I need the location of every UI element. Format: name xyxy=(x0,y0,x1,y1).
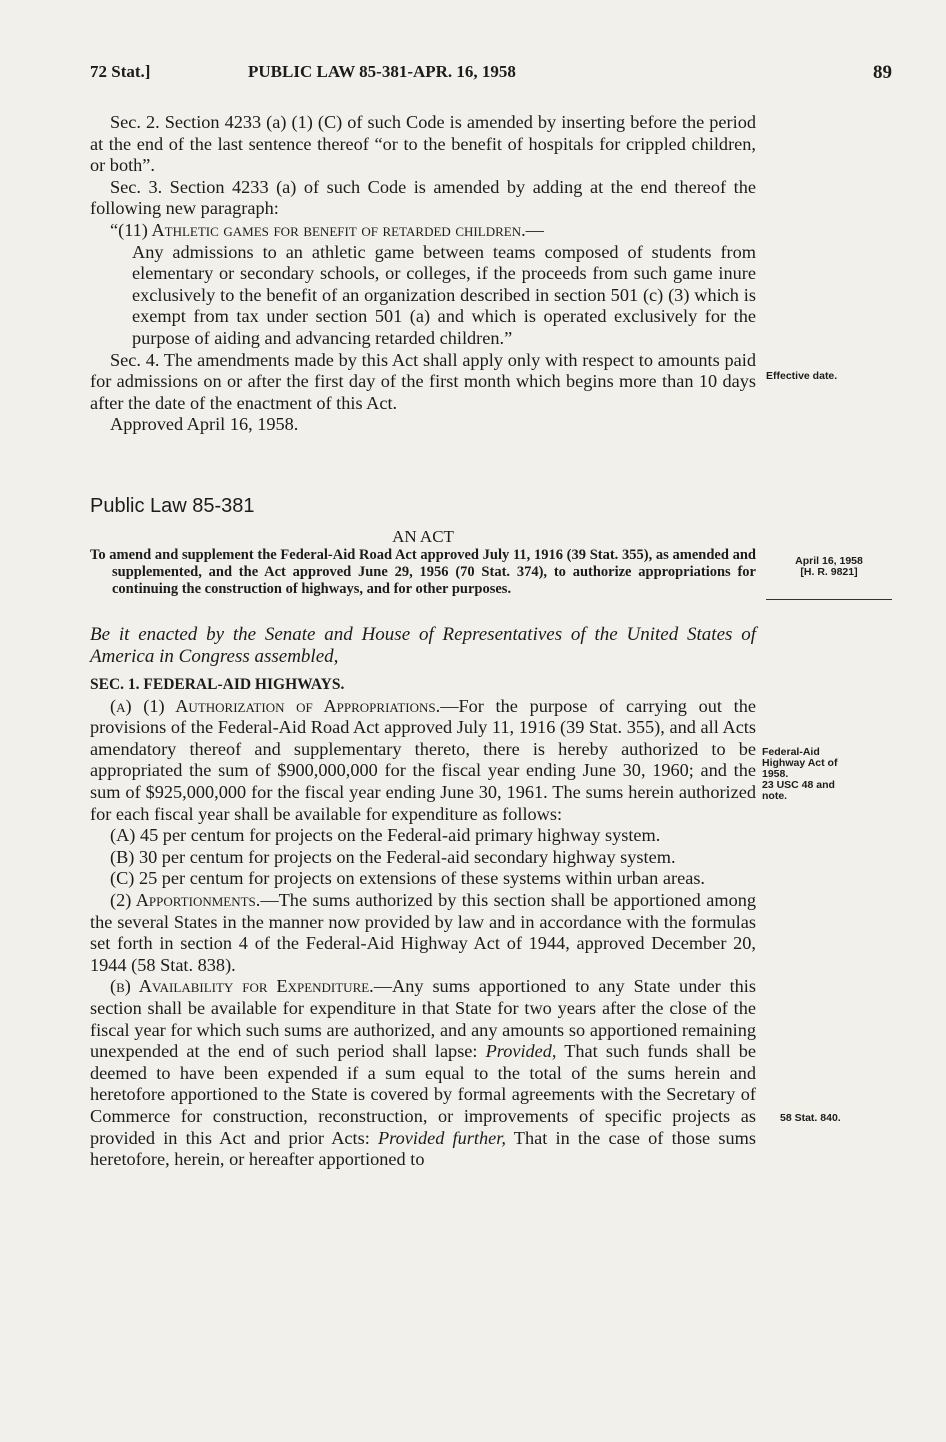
approval-date: Approved April 16, 1958. xyxy=(110,414,299,435)
b-text-3: That in the case of those sums heretofore, herein, or hereafter apportioned to xyxy=(90,1127,756,1170)
margin-note-federal-aid xyxy=(762,747,902,802)
an-act-heading: AN ACT xyxy=(392,526,454,546)
margin-bill-number: [H. R. 9821] xyxy=(800,566,858,578)
margin-rule xyxy=(766,599,892,600)
margin-april-date: April 16, 1958 xyxy=(795,555,863,567)
b-text-1: Any sums apportioned to any State under this section shall be available for expenditure in that State for two years after the close of the fiscal year for which such sums are authorized, and any amounts so apportioned remaining unexpended at the end of such period shall lapse: xyxy=(90,976,756,1062)
item-b: (B) 30 per centum for projects on the Federal-aid secondary highway system. xyxy=(110,846,676,867)
subsection-b xyxy=(90,976,756,1170)
margin-fed-line5: note. xyxy=(762,790,788,802)
b-provided-further: Provided further, xyxy=(378,1127,506,1148)
running-title: PUBLIC LAW 85-381-APR. 16, 1958 xyxy=(248,62,516,81)
margin-note-effective-date: Effective date. xyxy=(766,370,838,382)
a1-lead: (a) (1) Authorization of Appropriations.— xyxy=(110,695,459,716)
quote-heading-text: “(11) Athletic games for benefit of retarded children.— xyxy=(110,219,544,240)
margin-fed-line3: 1958. xyxy=(762,768,789,780)
a2-text: The sums authorized by this section shall be apportioned among the several States in the manner now provided by law and in accordance with the formulas set forth in section 4 of the Federal-Aid Highway Act of 1944, approved December 20, 1944 (58 Stat. 838). xyxy=(90,890,756,975)
margin-fed-line2: Highway Act of xyxy=(762,757,838,769)
subsection-a1 xyxy=(90,696,756,826)
b-text-2: That such funds shall be deemed to have been expended if a sum equal to the total of the sums herein and heretofore apportioned to the State is covered by formal agreements with the Secretary of Commerce for construction, reconstruction, or improvements of specific projects as provided in this Act and prior Acts: xyxy=(90,1041,756,1148)
section-4: Sec. 4. The amendments made by this Act shall apply only with respect to amounts paid for admissions on or after the first day of the first month which begins more than 10 days after the date of the enactment of this Act. xyxy=(90,349,756,413)
b-lead: (b) Availability for Expenditure.— xyxy=(110,976,393,997)
page-header xyxy=(90,62,892,88)
page-number: 89 xyxy=(873,62,892,83)
margin-note-58-stat: 58 Stat. 840. xyxy=(780,1112,841,1124)
b-provided: Provided, xyxy=(485,1041,557,1062)
quoted-paragraph-body: Any admissions to an athletic game between teams composed of students from elementary or secondary schools, or colleges, if the proceeds from such game inure exclusively to the benefit of an organization described in section 501 (c) (3) which is exempt from tax under section 501 (a) and which is operated exclusively for the purpose of aiding and advancing retarded children.” xyxy=(132,241,756,348)
item-c: (C) 25 per centum for projects on extensions of these systems within urban areas. xyxy=(110,868,706,889)
section-2: Sec. 2. Section 4233 (a) (1) (C) of such Code is amended by inserting before the period at the end of the last sentence thereof “or to the benefit of hospitals for crippled children, or both”. xyxy=(90,112,756,176)
quoted-paragraph-heading xyxy=(90,220,756,242)
document-body xyxy=(90,112,756,1171)
section-1-heading: SEC. 1. FEDERAL-AID HIGHWAYS. xyxy=(90,676,345,694)
section-3: Sec. 3. Section 4233 (a) of such Code is amended by adding at the end thereof the following new paragraph: xyxy=(90,176,756,219)
statute-volume: 72 Stat.] xyxy=(90,62,151,81)
public-law-title: Public Law 85-381 xyxy=(90,494,255,517)
a2-lead: (2) Apportionments.— xyxy=(110,890,279,911)
enacting-clause: Be it enacted by the Senate and House of Representatives of the United States of America in Congress assembled, xyxy=(90,624,756,668)
item-a: (A) 45 per centum for projects on the Federal-aid primary highway system. xyxy=(110,825,661,846)
margin-note-bill-date xyxy=(778,556,880,578)
margin-fed-line4: 23 USC 48 and xyxy=(762,779,835,791)
a1-text: For the purpose of carrying out the provisions of the Federal-Aid Road Act approved July 11, 1916 (39 Stat. 355), and all Acts amendatory thereof and supplementary thereto, there is hereby authorized to be appropriated the sum of $900,000,000 for the fiscal year ending June 30, 1960; and the sum of $925,000,000 for the fiscal year ending June 30, 1961. The sums herein authorized for each fiscal year shall be available for expenditure as follows: xyxy=(90,695,757,824)
act-purpose: To amend and supplement the Federal-Aid Road Act approved July 11, 1916 (39 Stat. 355), as amended and supplemented, and the Act approved June 29, 1956 (70 Stat. 374), to authorize appropriations for continuing the construction of highways, and for other purposes. xyxy=(90,547,756,598)
subsection-a2 xyxy=(90,890,756,976)
margin-fed-line1: Federal-Aid xyxy=(762,746,820,758)
